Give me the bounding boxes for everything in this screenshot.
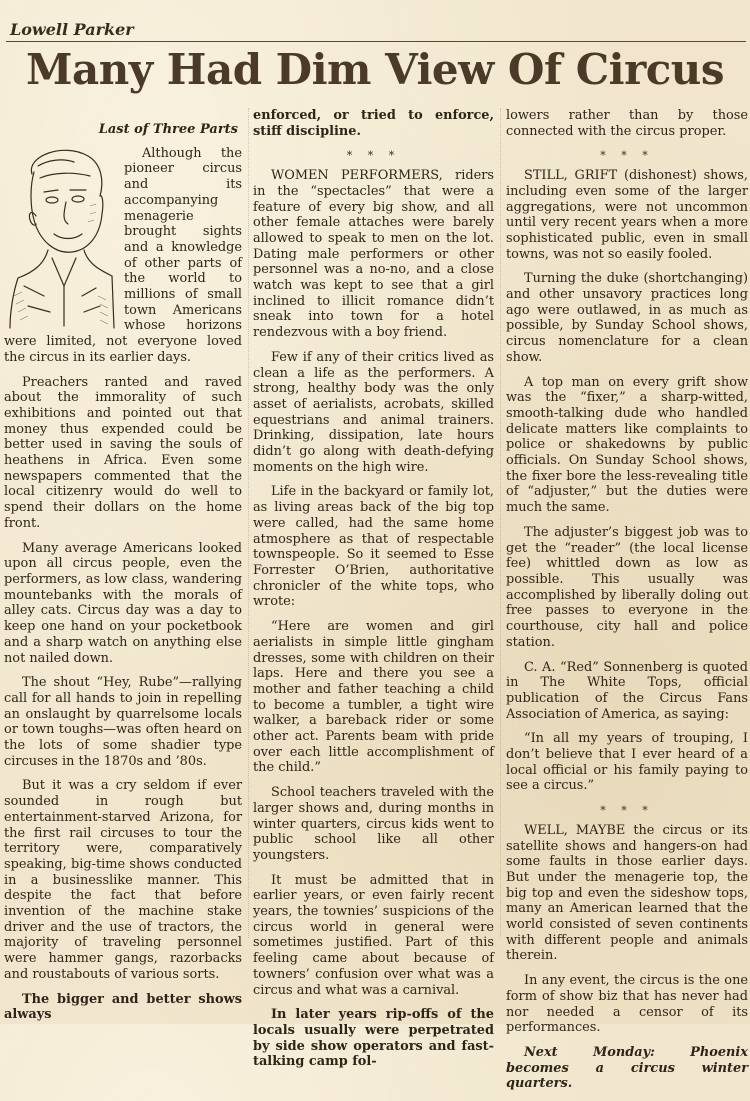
paragraph: In later years rip-offs of the locals usually were perpetrated by side show operators and fast-talking camp fol- xyxy=(253,1007,494,1070)
paragraph: It must be admitted that in earlier years, or even fairly recent years, the townies’ suspicions of the circus world in general were sometimes justified. Part of this feeling came about because of towners’ confusion over what was a circus and what was a carnival. xyxy=(253,872,494,998)
paragraph: But it was a cry seldom if ever sounded in rough but entertainment-starved Arizona, for the first rail circuses to tour the territory were, comparatively speaking, big-time shows conducted in a businesslike manner. This despite the fact that before invention of the machine stake driver and the use of tractors, the majority of traveling personnel were hammer gangs, razorbacks and roustabouts of various sorts. xyxy=(4,778,242,982)
column-separator xyxy=(248,108,249,938)
paragraph: Many average Americans looked upon all circus people, even the performers, as low class, wandering mountebanks with the morals of alley cats. Circus day was a day to keep one hand on your pocketbook and a sharp watch on anything else not nailed down. xyxy=(4,540,242,666)
column-separator xyxy=(500,108,501,938)
paragraph: “Here are women and girl aerialists in simple little gingham dresses, some with children on their laps. Here and there you see a mother and father teaching a child to become a tumbler, a tight wire walker, a bareback rider or some other act. Parents beam with pride over each little accomplishment of the child.” xyxy=(253,619,494,776)
section-break: * * * xyxy=(600,804,654,818)
portrait-sketch xyxy=(4,146,116,330)
column-2 xyxy=(253,108,494,1079)
paragraph: The shout “Hey, Rube”—rallying call for all hands to join in repelling an onslaught by quarrelsome locals or town toughs—was often heard on the lots of some shadier type circuses in the 1870s and ’80s. xyxy=(4,675,242,769)
headline: Many Had Dim View Of Circus xyxy=(26,45,724,94)
paragraph: Although the pioneer circus and its accompanying menagerie brought sights and a knowledge of other parts of the world to millions of small town Americans whose horizons were limited, not everyone loved the circus in its earlier days. xyxy=(4,145,242,365)
paragraph: A top man on every grift show was the “fixer,” a sharp-witted, smooth-talking dude who handled delicate matters like complaints to police or shakedowns by public officials. On Sunday School shows, the fixer bore the less-revealing title of “adjuster,” but the duties were much the same. xyxy=(506,374,748,516)
header-rule xyxy=(6,41,746,42)
paragraph: enforced, or tried to enforce, stiff discipline. xyxy=(253,108,494,139)
byline: Lowell Parker xyxy=(10,20,134,39)
paragraph: Few if any of their critics lived as clean a life as the performers. A strong, healthy body was the only asset of aerialists, acrobats, skilled equestrians and animal trainers. Drinking, dissipation, late hours didn’t go along with death-defying moments on the high wire. xyxy=(253,349,494,475)
section-break: * * * xyxy=(600,149,654,163)
quote: “In all my years of trouping, I don’t believe that I ever heard of a local official or his family paying to see a circus.” xyxy=(506,731,748,794)
next-installment-note: Next Monday: Phoenix becomes a circus winter quarters. xyxy=(506,1044,748,1092)
paragraph: C. A. “Red” Sonnenberg is quoted in The White Tops, official publication of the Circus Fans Association of America, as saying: xyxy=(506,659,748,722)
column-1 xyxy=(4,108,242,1032)
paragraph: The bigger and better shows always xyxy=(4,991,242,1023)
paragraph: Life in the backyard or family lot, as living areas back of the big top were called, had the same home atmosphere as that of respectable townspeople. So it seemed to Esse Forrester O’Brien, authoritative chronicler of the white tops, who wrote: xyxy=(253,484,494,610)
paragraph: Turning the duke (shortchanging) and other unsavory practices long ago were outlawed, in as much as possible, by Sunday School shows, circus nomenclature for a clean show. xyxy=(506,271,748,365)
paragraph: WELL, MAYBE the circus or its satellite shows and hangers-on had some faults in those earlier days. But under the menagerie top, the big top and even the sideshow tops, many an American learned that the world consisted of seven continents with different people and animals therein. xyxy=(506,822,748,964)
author-portrait xyxy=(4,146,116,330)
paragraph: In any event, the circus is the one form of show biz that has never had nor needed a censor of its performances. xyxy=(506,973,748,1036)
series-label: Last of Three Parts xyxy=(98,122,238,137)
paragraph: School teachers traveled with the larger shows and, during months in winter quarters, circus kids went to public school like all other youngsters. xyxy=(253,785,494,863)
paragraph: Preachers ranted and raved about the immorality of such exhibitions and pointed out that money thus expended could be better used in saving the souls of heathens in Africa. Even some newspapers commented that the local citizenry would do well to spend their dollars on the home front. xyxy=(4,374,242,531)
paragraph: STILL, GRIFT (dishonest) shows, including even some of the larger aggregations, were not uncommon until very recent years when a more sophisticated public, even in small towns, was not so easily fooled. xyxy=(506,168,748,262)
paragraph: lowers rather than by those connected with the circus proper. xyxy=(506,108,748,139)
column-3 xyxy=(506,108,748,1101)
section-break: * * * xyxy=(346,149,401,163)
paragraph: WOMEN PERFORMERS, riders in the “spectacles” that were a feature of every big show, and all other female attaches were barely allowed to speak to men on the lot. Dating male performers or other personnel was a no-no, and a close watch was kept to see that a girl inclined to illicit romance didn’t sneak into town for a hotel rendezvous with a boy friend. xyxy=(253,168,494,341)
paragraph: The adjuster’s biggest job was to get the “reader” (the local license fee) whittled down as low as possible. This usually was accomplished by liberally doling out free passes to everyone in the courthouse, city hall and police station. xyxy=(506,524,748,650)
